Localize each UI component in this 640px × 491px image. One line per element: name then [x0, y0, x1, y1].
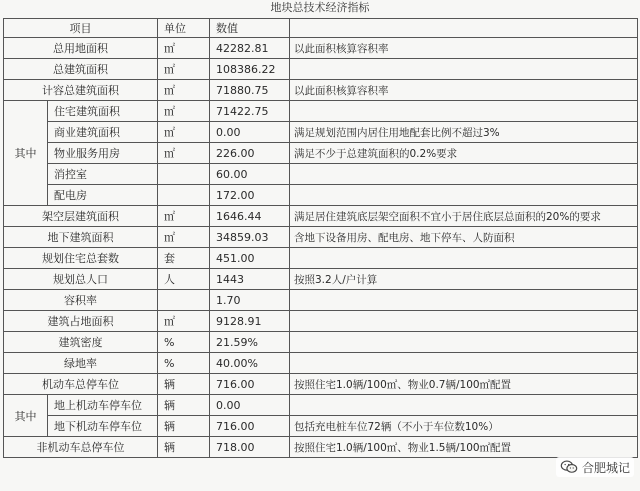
row-value: 1.70 — [210, 290, 290, 311]
row-value: 0.00 — [210, 122, 290, 143]
header-row — [4, 19, 638, 38]
table-row — [4, 248, 638, 269]
row-value: 1443 — [210, 269, 290, 290]
row-unit: ㎡ — [158, 101, 210, 122]
row-value: 226.00 — [210, 143, 290, 164]
row-name: 机动车总停车位 — [4, 374, 158, 395]
row-unit: 辆 — [158, 395, 210, 416]
row-value: 42282.81 — [210, 38, 290, 59]
row-value: 40.00% — [210, 353, 290, 374]
row-note — [290, 59, 638, 80]
table-row — [4, 143, 638, 164]
row-value: 716.00 — [210, 374, 290, 395]
row-note: 满足规划范围内居住用地配套比例不超过3% — [290, 122, 638, 143]
row-note — [290, 353, 638, 374]
row-note: 含地下设备用房、配电房、地下停车、人防面积 — [290, 227, 638, 248]
table-row — [4, 101, 638, 122]
table-row — [4, 290, 638, 311]
table-row — [4, 374, 638, 395]
row-unit: 辆 — [158, 374, 210, 395]
row-name: 配电房 — [48, 185, 158, 206]
row-unit: 辆 — [158, 437, 210, 458]
row-unit: ㎡ — [158, 38, 210, 59]
row-name: 消控室 — [48, 164, 158, 185]
row-unit: ㎡ — [158, 143, 210, 164]
row-note — [290, 164, 638, 185]
row-name: 物业服务用房 — [48, 143, 158, 164]
group-label: 其中 — [4, 101, 48, 206]
row-value: 1646.44 — [210, 206, 290, 227]
table-row — [4, 80, 638, 101]
row-name: 总建筑面积 — [4, 59, 158, 80]
row-name: 计容总建筑面积 — [4, 80, 158, 101]
table-row — [4, 437, 638, 458]
row-value: 108386.22 — [210, 59, 290, 80]
row-note: 按照3.2人/户计算 — [290, 269, 638, 290]
row-name: 商业建筑面积 — [48, 122, 158, 143]
table-row — [4, 206, 638, 227]
row-name: 非机动车总停车位 — [4, 437, 158, 458]
watermark — [556, 457, 634, 477]
watermark-text: 合肥城记 — [581, 460, 630, 475]
row-value: 34859.03 — [210, 227, 290, 248]
row-name: 建筑密度 — [4, 332, 158, 353]
row-note: 按照住宅1.0辆/100㎡、物业0.7辆/100㎡配置 — [290, 374, 638, 395]
row-unit: % — [158, 332, 210, 353]
row-note: 满足不少于总建筑面积的0.2%要求 — [290, 143, 638, 164]
row-name: 绿地率 — [4, 353, 158, 374]
row-value: 716.00 — [210, 416, 290, 437]
row-note — [290, 290, 638, 311]
row-value: 71422.75 — [210, 101, 290, 122]
table-row — [4, 227, 638, 248]
row-note — [290, 248, 638, 269]
wechat-icon — [560, 460, 578, 474]
row-value: 21.59% — [210, 332, 290, 353]
row-note — [290, 185, 638, 206]
row-unit: ㎡ — [158, 122, 210, 143]
row-note: 按照住宅1.0辆/100㎡、物业1.5辆/100㎡配置 — [290, 437, 638, 458]
row-note — [290, 332, 638, 353]
row-value: 9128.91 — [210, 311, 290, 332]
row-note: 包括充电桩车位72辆（不小于车位数10%） — [290, 416, 638, 437]
header-note — [290, 19, 638, 38]
table-row — [4, 164, 638, 185]
row-value: 172.00 — [210, 185, 290, 206]
row-name: 容积率 — [4, 290, 158, 311]
row-name: 住宅建筑面积 — [48, 101, 158, 122]
row-name: 建筑占地面积 — [4, 311, 158, 332]
row-unit: ㎡ — [158, 59, 210, 80]
table-row — [4, 311, 638, 332]
row-value: 60.00 — [210, 164, 290, 185]
table-row — [4, 38, 638, 59]
table-title: 地块总技术经济指标 — [270, 1, 370, 14]
table-row — [4, 332, 638, 353]
table-row — [4, 353, 638, 374]
row-unit: ㎡ — [158, 80, 210, 101]
header-value: 数值 — [210, 19, 290, 38]
table-row — [4, 416, 638, 437]
row-unit: ㎡ — [158, 206, 210, 227]
table-row — [4, 395, 638, 416]
row-unit: ㎡ — [158, 311, 210, 332]
row-unit: 套 — [158, 248, 210, 269]
row-unit: ㎡ — [158, 227, 210, 248]
row-note: 以此面积核算容积率 — [290, 80, 638, 101]
row-unit: % — [158, 353, 210, 374]
row-unit: 辆 — [158, 416, 210, 437]
row-unit — [158, 290, 210, 311]
row-unit — [158, 164, 210, 185]
table-row — [4, 59, 638, 80]
row-note — [290, 101, 638, 122]
row-value: 71880.75 — [210, 80, 290, 101]
row-name: 架空层建筑面积 — [4, 206, 158, 227]
row-name: 规划总人口 — [4, 269, 158, 290]
row-name: 地下机动车停车位 — [48, 416, 158, 437]
table-row — [4, 185, 638, 206]
row-note — [290, 395, 638, 416]
row-value: 0.00 — [210, 395, 290, 416]
row-unit: 人 — [158, 269, 210, 290]
row-note: 以此面积核算容积率 — [290, 38, 638, 59]
table-row — [4, 122, 638, 143]
row-name: 总用地面积 — [4, 38, 158, 59]
row-note: 满足居住建筑底层架空面积不宜小于居住底层总面积的20%的要求 — [290, 206, 638, 227]
row-note — [290, 311, 638, 332]
header-unit: 单位 — [158, 19, 210, 38]
row-value: 718.00 — [210, 437, 290, 458]
group-label: 其中 — [4, 395, 48, 437]
row-value: 451.00 — [210, 248, 290, 269]
indicator-table — [3, 18, 638, 458]
table-row — [4, 269, 638, 290]
row-name: 地上机动车停车位 — [48, 395, 158, 416]
row-name: 规划住宅总套数 — [4, 248, 158, 269]
row-name: 地下建筑面积 — [4, 227, 158, 248]
header-item: 项目 — [4, 19, 158, 38]
row-unit — [158, 185, 210, 206]
